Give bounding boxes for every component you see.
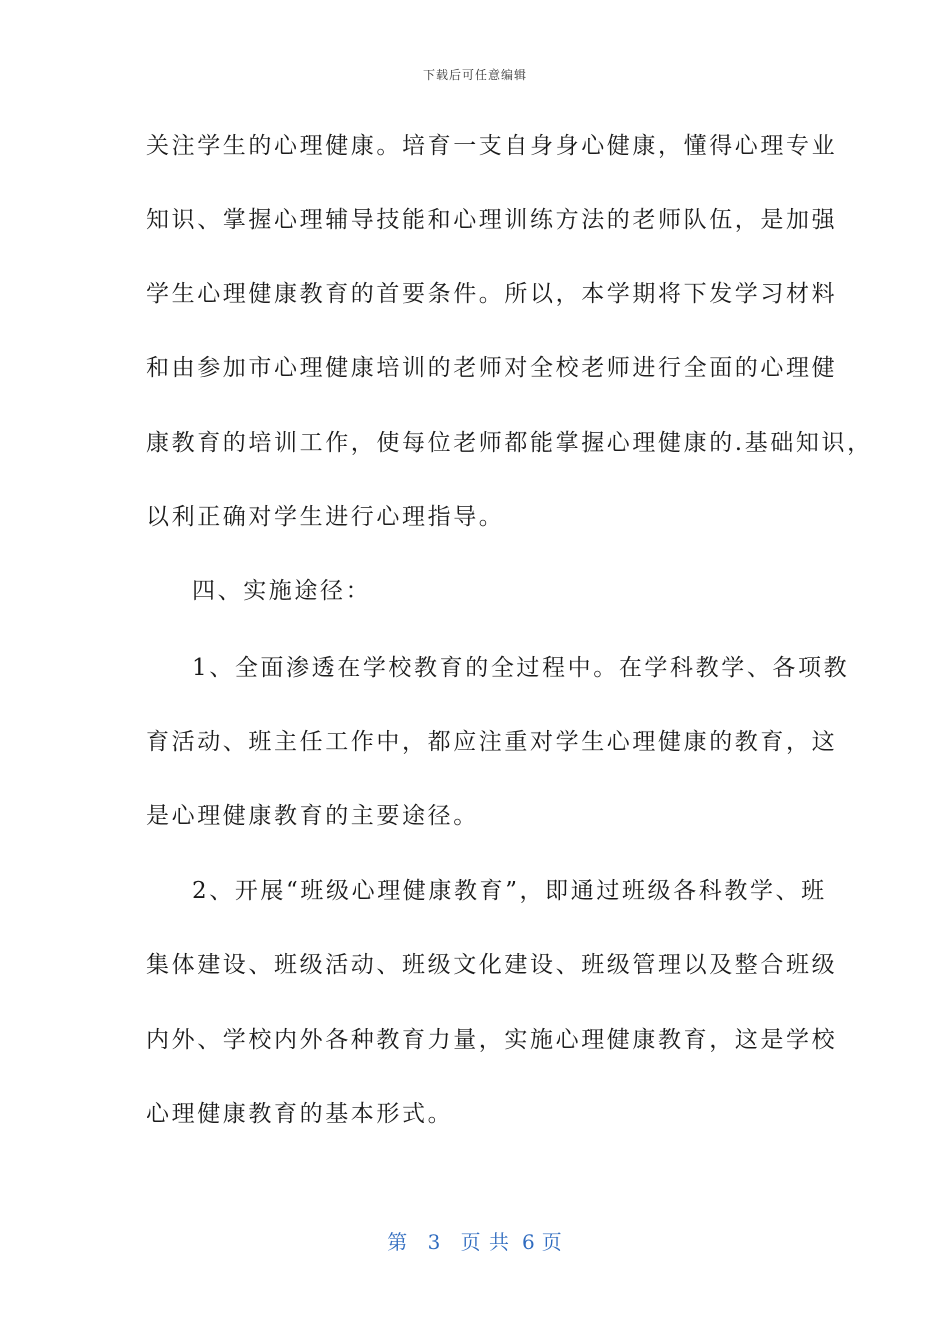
footer-prefix: 第 — [387, 1230, 409, 1254]
body-line: 知识、掌握心理辅导技能和心理训练方法的老师队伍，是加强 — [146, 207, 838, 233]
page-header-note: 下载后可任意编辑 — [422, 68, 527, 82]
page-number-footer — [0, 1226, 950, 1255]
body-line: 和由参加市心理健康培训的老师对全校老师进行全面的心理健 — [146, 355, 838, 381]
body-line: 内外、学校内外各种教育力量，实施心理健康教育，这是学校 — [146, 1027, 838, 1053]
current-page-number: 3 — [427, 1230, 442, 1254]
body-line: 学生心理健康教育的首要条件。所以，本学期将下发学习材料 — [146, 281, 838, 307]
footer-suffix: 页 — [541, 1230, 563, 1254]
body-line: 1、全面渗透在学校教育的全过程中。在学科教学、各项教 — [192, 655, 850, 681]
section-heading: 四、实施途径： — [192, 578, 372, 604]
body-line: 康教育的培训工作，使每位老师都能掌握心理健康的.基础知识， — [146, 430, 873, 456]
body-line: 以利正确对学生进行心理指导。 — [146, 504, 505, 530]
body-line: 是心理健康教育的主要途径。 — [146, 803, 479, 829]
body-line: 2、开展“班级心理健康教育”，即通过班级各科教学、班 — [192, 878, 827, 904]
footer-middle: 页 共 — [460, 1230, 511, 1254]
body-line: 集体建设、班级活动、班级文化建设、班级管理以及整合班级 — [146, 952, 838, 978]
body-line: 心理健康教育的基本形式。 — [146, 1101, 454, 1127]
body-line: 关注学生的心理健康。培育一支自身身心健康，懂得心理专业 — [146, 133, 838, 159]
total-pages-number: 6 — [522, 1230, 536, 1254]
body-line: 育活动、班主任工作中，都应注重对学生心理健康的教育，这 — [146, 729, 838, 755]
